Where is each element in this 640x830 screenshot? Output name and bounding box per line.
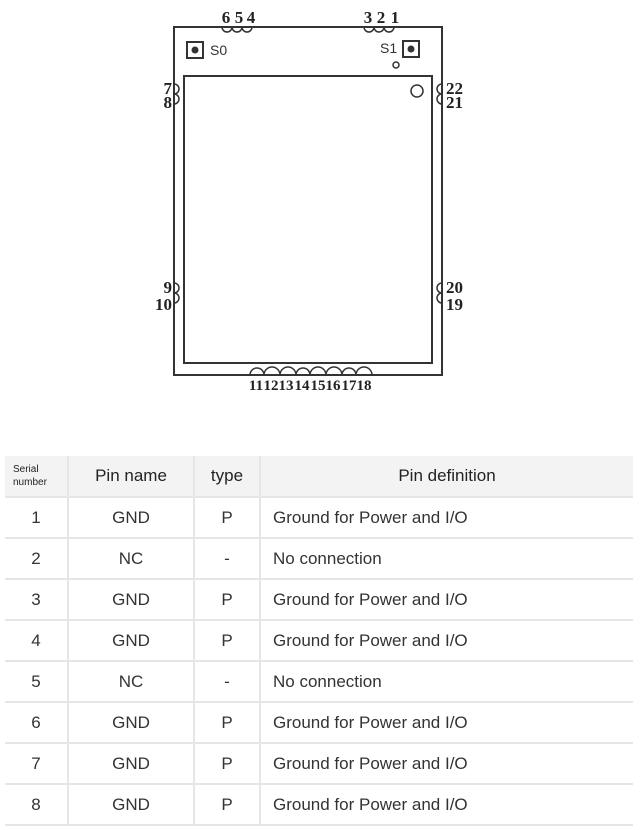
cell-definition: No connection [261,662,633,703]
cell-definition: Ground for Power and I/O [261,580,633,621]
table-row [5,703,633,744]
pin-number-labels [155,8,463,394]
pin-number: 17 [341,378,357,394]
pin-number: 13 [278,378,294,394]
table-row [5,580,633,621]
pin-number: 20 [446,278,463,297]
pin-definition-table [5,456,633,826]
table-row [5,498,633,539]
table-row [5,621,633,662]
cell-type: - [195,539,261,580]
cell-pin-name: GND [69,621,195,662]
cell-type: P [195,498,261,539]
pin-number: 8 [163,93,172,112]
cell-definition: Ground for Power and I/O [261,785,633,826]
cell-serial: 7 [5,744,69,785]
cell-serial: 4 [5,621,69,662]
pin-number: 19 [446,295,463,314]
pin-number: 16 [325,378,341,394]
cell-pin-name: GND [69,703,195,744]
header-pin-definition: Pin definition [261,456,633,498]
pin-number: 12 [263,378,279,394]
cell-serial: 2 [5,539,69,580]
pin-number: 1 [390,8,400,27]
s1-pad [403,41,419,57]
cell-type: P [195,785,261,826]
component-area [184,76,432,363]
pin-number: 2 [376,8,386,27]
pin1-marker-circle [411,85,423,97]
pin-number: 11 [248,378,264,394]
cell-definition: No connection [261,539,633,580]
cell-definition: Ground for Power and I/O [261,744,633,785]
cell-type: P [195,744,261,785]
table-row [5,539,633,580]
cell-definition: Ground for Power and I/O [261,703,633,744]
cell-pin-name: NC [69,539,195,580]
pinout-svg [0,0,640,400]
cell-definition: Ground for Power and I/O [261,621,633,662]
cell-pin-name: NC [69,662,195,703]
pin-number: 22 [446,79,463,98]
s0-label: S0 [210,42,228,58]
pin-number: 6 [221,8,231,27]
pin-number: 9 [163,278,172,297]
pin-number: 18 [356,378,372,394]
cell-type: P [195,703,261,744]
cell-pin-name: GND [69,498,195,539]
cell-type: - [195,662,261,703]
pin-number: 14 [294,378,310,394]
cell-type: P [195,580,261,621]
module-pinout-diagram [0,0,640,400]
pin-number: 7 [163,79,172,98]
header-type: type [195,456,261,498]
pin-number: 4 [246,8,256,27]
pin-number: 21 [446,93,463,112]
table-row [5,662,633,703]
pin-number: 3 [363,8,373,27]
s1-label: S1 [380,40,398,56]
pin-number: 10 [155,295,172,314]
table-header-row [5,456,633,498]
via-dot [393,62,399,68]
cell-pin-name: GND [69,744,195,785]
cell-pin-name: GND [69,785,195,826]
cell-type: P [195,621,261,662]
cell-definition: Ground for Power and I/O [261,498,633,539]
cell-serial: 5 [5,662,69,703]
header-serial-number: Serial number [5,456,69,498]
cell-serial: 6 [5,703,69,744]
bottom-castellations [250,367,372,375]
cell-serial: 3 [5,580,69,621]
module-outline [174,27,442,375]
pin-number: 15 [310,378,326,394]
table-row [5,785,633,826]
header-pin-name: Pin name [69,456,195,498]
cell-serial: 1 [5,498,69,539]
cell-pin-name: GND [69,580,195,621]
cell-serial: 8 [5,785,69,826]
table-row [5,744,633,785]
s0-pad [187,42,203,58]
pin-number: 5 [234,8,244,27]
